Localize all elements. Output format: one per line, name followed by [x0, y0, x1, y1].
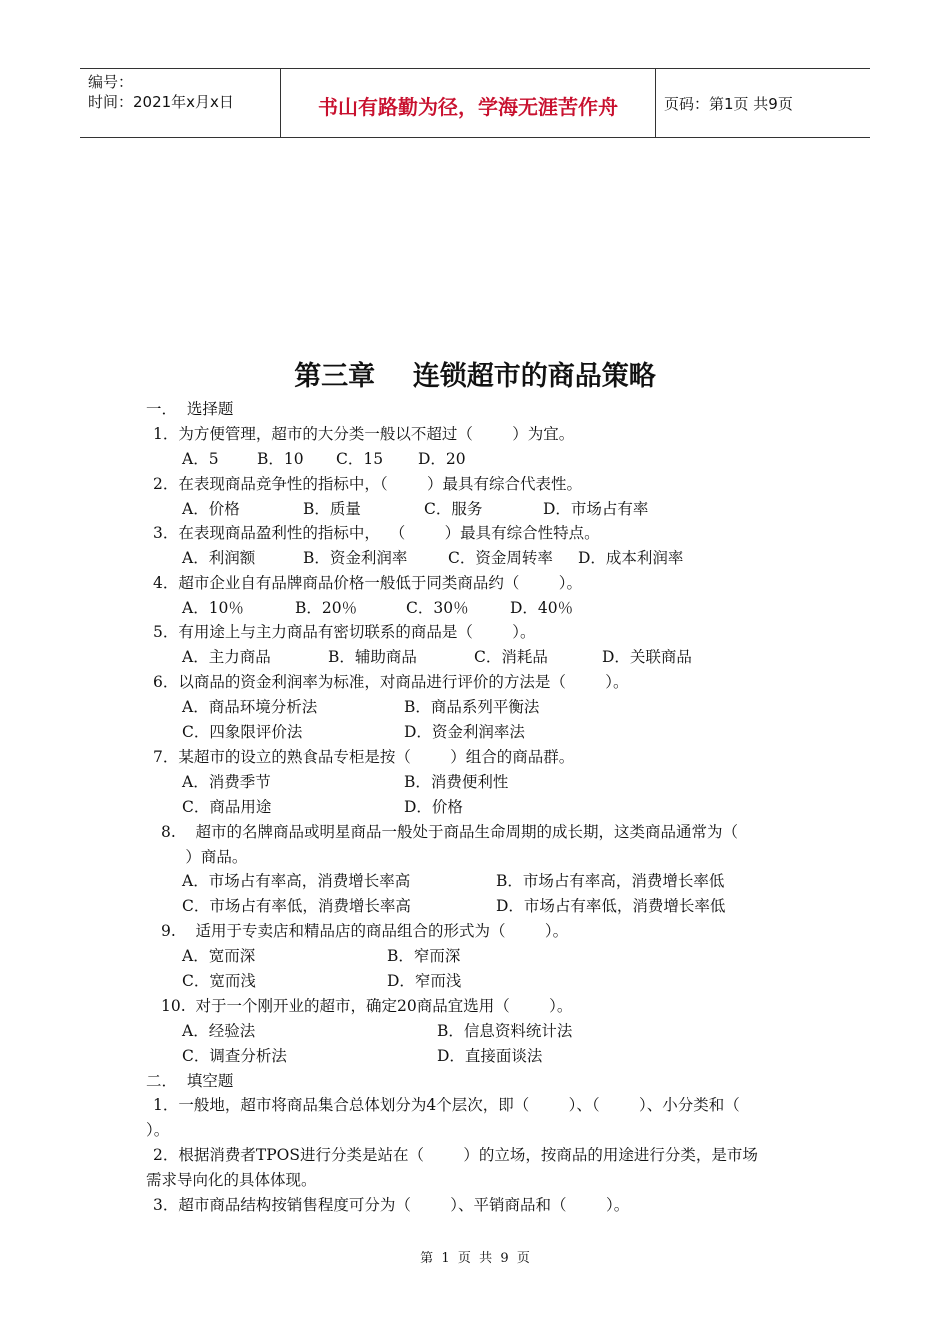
- q1-option-b: B．10: [257, 450, 304, 468]
- q9-option-a: A．宽而深: [182, 947, 256, 965]
- q1-option-c: C．15: [336, 450, 384, 468]
- question-8: 8. 超市的名牌商品或明星商品一般处于商品生命周期的成长期，这类商品通常为（: [161, 823, 738, 841]
- fill-question-2: 2．根据消费者TPOS进行分类是站在（ ）的立场，按商品的用途进行分类，是市场: [153, 1146, 758, 1164]
- q4-option-d: D．40％: [510, 599, 574, 617]
- q3-option-b: B．资金利润率: [303, 549, 408, 567]
- question-5: 5．有用途上与主力商品有密切联系的商品是（ ）。: [153, 623, 536, 641]
- fill-question-1: 1．一般地，超市将商品集合总体划分为4个层次，即（ ）、（ ）、小分类和（: [153, 1096, 740, 1114]
- number-label: 编号：: [88, 73, 134, 91]
- chapter-title: 第三章 连锁超市的商品策略: [294, 361, 656, 392]
- q8-option-b: B．市场占有率高，消费增长率低: [496, 872, 725, 890]
- q6-option-c: C．四象限评价法: [182, 723, 303, 741]
- q3-option-a: A．利润额: [182, 549, 256, 567]
- q7-option-d: D．价格: [404, 798, 463, 816]
- q7-option-b: B．消费便利性: [404, 773, 509, 791]
- question-7: 7．某超市的设立的熟食品专柜是按（ ）组合的商品群。: [153, 748, 575, 766]
- q10-option-d: D．直接面谈法: [437, 1047, 543, 1065]
- question-10: 10. 对于一个刚开业的超市，确定20商品宜选用（ ）。: [161, 997, 573, 1015]
- fill-question-2-continued: 需求导向化的具体体现。: [146, 1171, 317, 1189]
- q4-option-a: A．10％: [182, 599, 244, 617]
- q2-option-a: A．价格: [182, 500, 240, 518]
- q3-option-d: D．成本利润率: [578, 549, 684, 567]
- page-footer: 第 1 页 共 9 页: [420, 1251, 530, 1266]
- q9-option-c: C．宽而浅: [182, 972, 256, 990]
- header-motto: 书山有路勤为径，学海无涯苦作舟: [318, 95, 618, 119]
- q1-option-a: A．5: [182, 450, 219, 468]
- document-header: [80, 68, 870, 138]
- q6-option-b: B．商品系列平衡法: [404, 698, 540, 716]
- q10-option-b: B．信息资料统计法: [437, 1022, 573, 1040]
- section-heading-choice: 一． 选择题: [146, 400, 234, 418]
- q4-option-b: B．20％: [295, 599, 358, 617]
- q5-option-a: A．主力商品: [182, 648, 271, 666]
- q9-option-d: D．窄而浅: [387, 972, 462, 990]
- q1-option-d: D．20: [418, 450, 466, 468]
- question-1: 1．为方便管理，超市的大分类一般以不超过（ ）为宜。: [153, 425, 575, 443]
- q2-option-c: C．服务: [424, 500, 483, 518]
- q2-option-b: B．质量: [303, 500, 361, 518]
- time-label: 时间：2021年x月x日: [88, 93, 234, 111]
- fill-question-3: 3．超市商品结构按销售程度可分为（ ）、平销商品和（ ）。: [153, 1196, 630, 1214]
- q5-option-d: D．关联商品: [602, 648, 692, 666]
- q8-option-a: A．市场占有率高，消费增长率高: [182, 872, 411, 890]
- q8-option-c: C．市场占有率低，消费增长率高: [182, 897, 411, 915]
- q2-option-d: D．市场占有率: [543, 500, 649, 518]
- question-6: 6．以商品的资金利润率为标准，对商品进行评价的方法是（ ）。: [153, 673, 629, 691]
- q7-option-c: C．商品用途: [182, 798, 272, 816]
- q9-option-b: B．窄而深: [387, 947, 461, 965]
- q10-option-a: A．经验法: [182, 1022, 256, 1040]
- q7-option-a: A．消费季节: [182, 773, 271, 791]
- q4-option-c: C．30％: [406, 599, 469, 617]
- header-page-info: 页码：第1页 共9页: [664, 95, 793, 113]
- header-divider: [655, 69, 656, 137]
- question-4: 4．超市企业自有品牌商品价格一般低于同类商品约（ ）。: [153, 574, 583, 592]
- section-heading-fill: 二． 填空题: [146, 1072, 234, 1090]
- question-8-continued: ）商品。: [146, 848, 248, 866]
- q6-option-d: D．资金利润率法: [404, 723, 525, 741]
- q5-option-c: C．消耗品: [474, 648, 548, 666]
- q5-option-b: B．辅助商品: [328, 648, 417, 666]
- q6-option-a: A．商品环境分析法: [182, 698, 318, 716]
- q8-option-d: D．市场占有率低，消费增长率低: [496, 897, 726, 915]
- q10-option-c: C．调查分析法: [182, 1047, 287, 1065]
- question-9: 9. 适用于专卖店和精品店的商品组合的形式为（ ）。: [161, 922, 569, 940]
- fill-question-1-continued: ）。: [146, 1121, 170, 1139]
- question-2: 2．在表现商品竞争性的指标中，（ ）最具有综合代表性。: [153, 475, 583, 493]
- question-3: 3．在表现商品盈利性的指标中， （ ）最具有综合性特点。: [153, 524, 600, 542]
- q3-option-c: C．资金周转率: [448, 549, 553, 567]
- header-meta: [88, 72, 234, 112]
